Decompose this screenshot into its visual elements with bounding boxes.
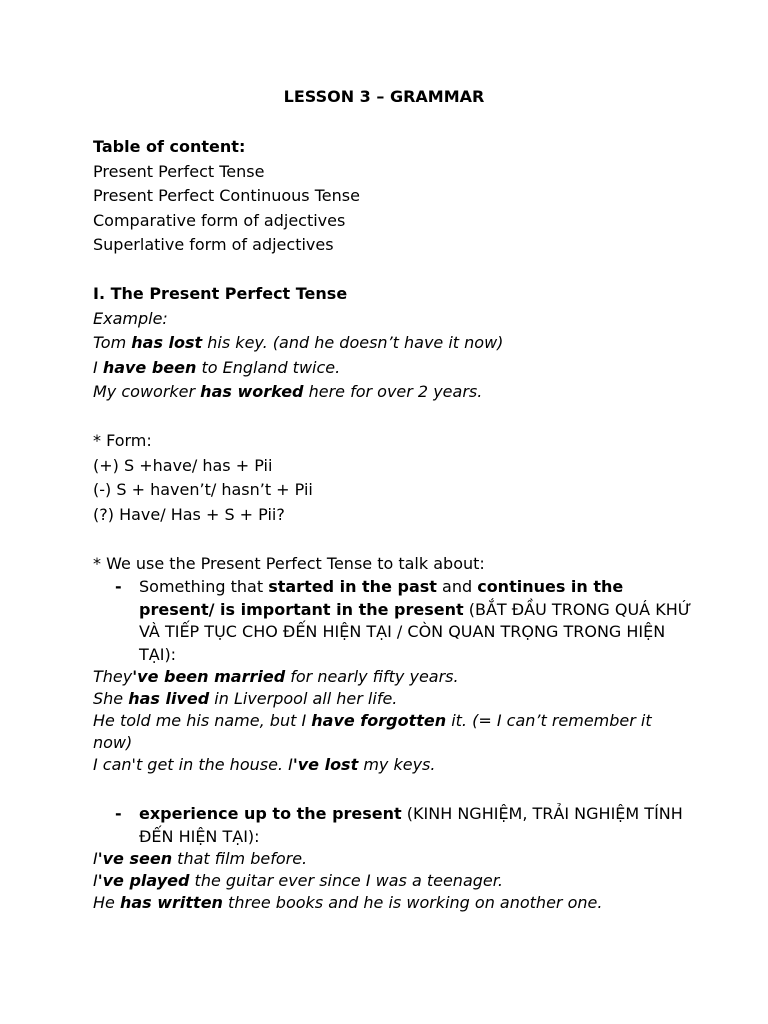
toc-item: Superlative form of adjectives: [93, 235, 334, 254]
bullet-dash: -: [115, 804, 122, 823]
example-sentence: He has written three books and he is working on another one.: [93, 893, 603, 912]
example-sentence: I've played the guitar ever since I was a teenager.: [93, 871, 503, 890]
form-rule: (?) Have/ Has + S + Pii?: [93, 504, 285, 524]
example-sentence: They've been married for nearly fifty years.: [93, 667, 459, 686]
document-page: [93, 86, 693, 914]
usage-intro: * We use the Present Perfect Tense to talk about:: [93, 553, 485, 573]
toc-item: Comparative form of adjectives: [93, 210, 346, 230]
example-sentence: I've seen that film before.: [93, 849, 308, 868]
toc-heading: Table of content:: [93, 137, 246, 156]
spacer: [93, 776, 693, 803]
example-sentence: Tom has lost his key. (and he doesn’t have it now): [93, 333, 504, 352]
spacer: [93, 258, 693, 283]
spacer: [93, 405, 693, 430]
section-heading: I. The Present Perfect Tense: [93, 284, 348, 303]
page-title: LESSON 3 – GRAMMAR: [283, 87, 485, 106]
example-sentence: My coworker has worked here for over 2 years.: [93, 382, 483, 401]
bullet-dash: -: [115, 577, 122, 596]
example-sentence: He told me his name, but I have forgotten it. (= I can’t remember it now): [93, 711, 652, 752]
example-sentence: She has lived in Liverpool all her life.: [93, 689, 398, 708]
spacer: [93, 527, 693, 552]
spacer: [93, 108, 693, 135]
example-label: Example:: [93, 308, 168, 328]
usage-bullet: - experience up to the present (KINH NGHIỆM, TRẢI NGHIỆM TÍNH ĐẾN HIỆN TẠI):: [115, 804, 683, 846]
toc-item: Present Perfect Tense: [93, 161, 265, 181]
form-rule: (+) S +have/ has + Pii: [93, 455, 273, 475]
toc-item: Present Perfect Continuous Tense: [93, 186, 360, 205]
example-sentence: I can't get in the house. I've lost my keys.: [93, 755, 436, 774]
example-sentence: I have been to England twice.: [93, 357, 341, 377]
form-rule: (-) S + haven’t/ hasn’t + Pii: [93, 480, 313, 499]
form-label: * Form:: [93, 431, 152, 450]
usage-bullet: - Something that started in the past and continues in the present/ is important in the present (BẮT ĐẦU TRONG QUÁ KHỨ VÀ TIẾP TỤC CHO ĐẾN HIỆN TẠI / CÒN QUAN TRỌNG TRONG HIỆN TẠI):: [115, 577, 692, 664]
